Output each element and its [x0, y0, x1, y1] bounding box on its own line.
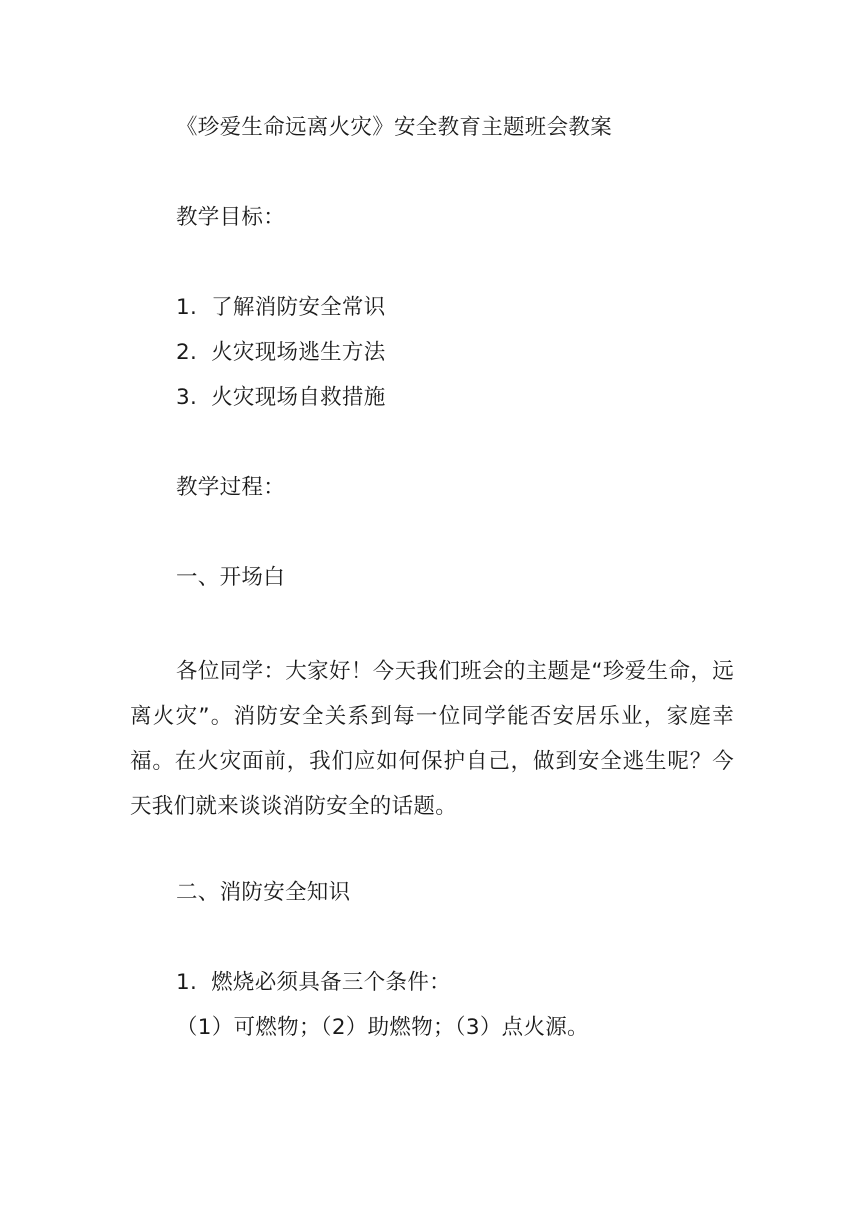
goal-number: 1.: [176, 295, 198, 320]
goal-number: 2.: [176, 340, 198, 365]
goal-item: [176, 293, 386, 323]
opening-paragraph: 各位同学：大家好！今天我们班会的主题是“珍爱生命，远离火灾”。消防安全关系到每一位同学能否安居乐业，家庭幸福。在火灾面前，我们应如何保护自己，做到安全逃生呢？今天我们就来谈谈消防安全的话题。: [130, 659, 734, 819]
knowledge-text: 燃烧必须具备三个条件：: [211, 970, 451, 995]
goals-heading: 教学目标：: [176, 205, 286, 230]
combustion-conditions: （1）可燃物；（2）助燃物；（3）点火源。: [176, 1015, 589, 1040]
knowledge-number: 1.: [176, 970, 198, 995]
goal-item: [176, 338, 386, 368]
process-heading: 教学过程：: [176, 475, 286, 500]
goal-text: 火灾现场自救措施: [211, 385, 386, 410]
goal-text: 火灾现场逃生方法: [211, 340, 386, 365]
document-title: 《珍爱生命远离火灾》安全教育主题班会教案: [176, 115, 613, 140]
section-heading-opening: 一、开场白: [176, 565, 286, 590]
section-heading-fire-safety: 二、消防安全知识: [176, 880, 351, 905]
goal-text: 了解消防安全常识: [211, 295, 386, 320]
goal-item: [176, 383, 386, 413]
goal-number: 3.: [176, 385, 198, 410]
knowledge-item: [176, 968, 451, 998]
